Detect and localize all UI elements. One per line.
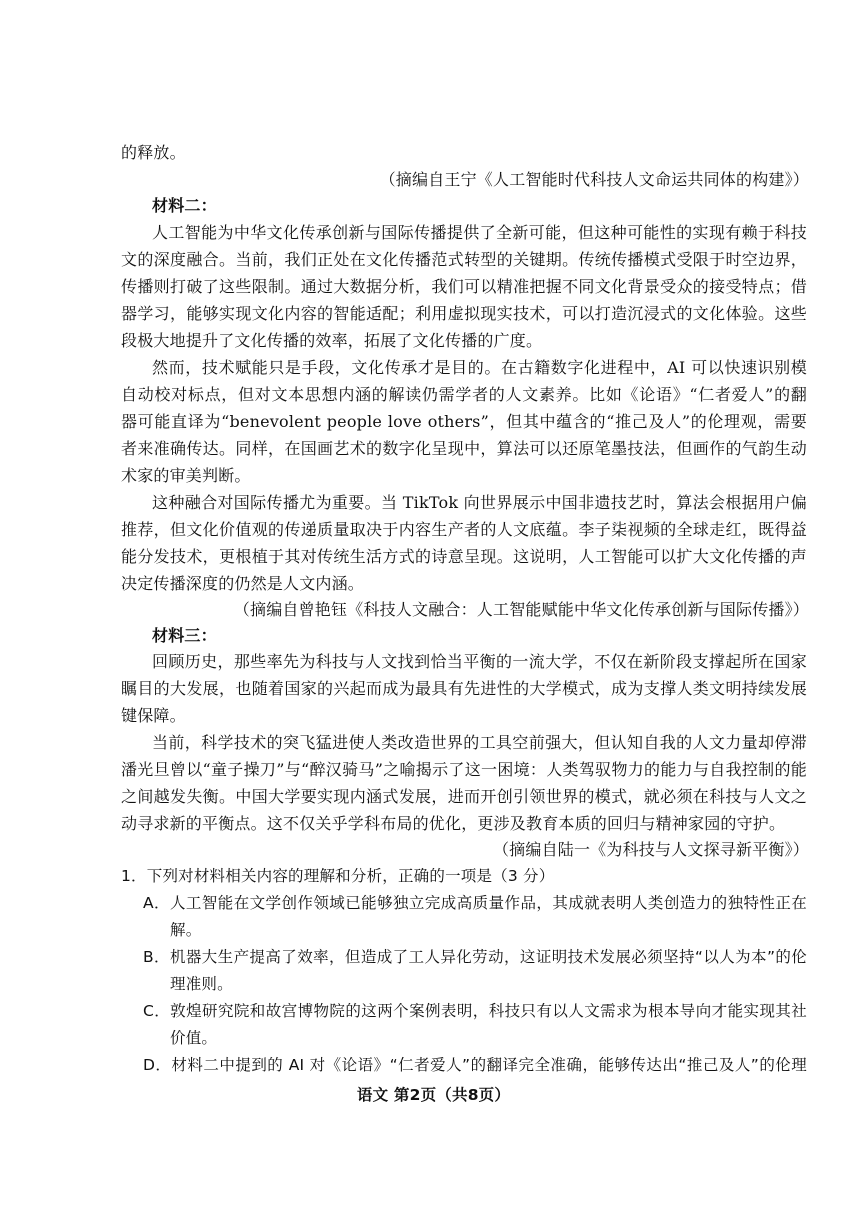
source-citation-3: （摘编自陆一《为科技与人文探寻新平衡》）	[492, 840, 809, 859]
question-stem: 1．下列对材料相关内容的理解和分析，正确的一项是（3 分）	[121, 867, 555, 885]
material-2-line: 然而，技术赋能只是手段，文化传承才是目的。在古籍数字化进程中，AI 可以快速识别模	[152, 358, 807, 377]
material-2-line: 传播则打破了这些限制。通过大数据分析，我们可以精准把握不同文化背景受众的接受特点；借	[121, 277, 807, 296]
material-3-line: 回顾历史，那些率先为科技与人文找到恰当平衡的一流大学，不仅在新阶段支撑起所在国家	[152, 652, 807, 671]
material-3-line: 动寻求新的平衡点。这不仅关乎学科布局的优化，更涉及教育本质的回归与精神家园的守护。	[121, 814, 786, 833]
material-2-line: 器可能直译为“benevolent people love others”，但其中蕴含的“推己及人”的伦理观，需要	[121, 412, 807, 431]
material-3-line: 当前，科学技术的突飞猛进使人类改造世界的工具空前强大，但认知自我的人文力量却停滞	[152, 733, 807, 752]
option-d: D．材料二中提到的 AI 对《论语》“仁者爱人”的翻译完全准确，能够传达出“推己及人”的伦理	[143, 1056, 807, 1074]
material-2-line: 能分发技术，更根植于其对传统生活方式的诗意呈现。这说明，人工智能可以扩大文化传播的声	[121, 547, 807, 566]
option-b-cont: 理准则。	[170, 975, 233, 993]
material-2-line: 人工智能为中华文化传承创新与国际传播提供了全新可能，但这种可能性的实现有赖于科技	[152, 223, 807, 242]
material-2-line: 推荐，但文化价值观的传递质量取决于内容生产者的人文底蕴。李子柒视频的全球走红，既得益	[121, 520, 807, 539]
option-c: C．敦煌研究院和故宫博物院的这两个案例表明，科技只有以人文需求为根本导向才能实现其社	[143, 1002, 807, 1020]
material-3-line: 潘光旦曾以“童子操刀”与“醉汉骑马”之喻揭示了这一困境：人类驾驭物力的能力与自我控制的能	[121, 760, 807, 779]
material-2-heading: 材料二：	[152, 196, 217, 215]
material-2-line: 自动校对标点，但对文本思想内涵的解读仍需学者的人文素养。比如《论语》“仁者爱人”的翻	[121, 385, 807, 404]
material-2-line: 这种融合对国际传播尤为重要。当 TikTok 向世界展示中国非遗技艺时，算法会根据用户偏	[152, 493, 807, 512]
material-2-line: 器学习，能够实现文化内容的智能适配；利用虚拟现实技术，可以打造沉浸式的文化体验。这些	[121, 304, 807, 323]
option-a-cont: 解。	[170, 921, 202, 939]
material-2-line: 段极大地提升了文化传播的效率，拓展了文化传播的广度。	[121, 331, 543, 350]
material-3-heading: 材料三：	[152, 626, 217, 645]
option-c-cont: 价值。	[170, 1029, 218, 1047]
option-a: A．人工智能在文学创作领域已能够独立完成高质量作品，其成就表明人类创造力的独特性正在	[143, 894, 807, 912]
material-3-line: 键保障。	[121, 706, 186, 725]
page-footer: 语文 第2页（共8页）	[356, 1086, 511, 1104]
material-3-line: 之间越发失衡。中国大学要实现内涵式发展，进而开创引领世界的模式，就必须在科技与人文之	[121, 787, 807, 806]
material-2-line: 文的深度融合。当前，我们正处在文化传播范式转型的关键期。传统传播模式受限于时空边界，	[121, 250, 807, 269]
material-2-line: 者来准确传达。同样，在国画艺术的数字化呈现中，算法可以还原笔墨技法，但画作的气韵生动	[121, 439, 807, 458]
source-citation-2: （摘编自曾艳钰《科技人文融合：人工智能赋能中华文化传承创新与国际传播》）	[233, 600, 809, 619]
option-b: B．机器大生产提高了效率，但造成了工人异化劳动，这证明技术发展必须坚持“以人为本”的伦	[143, 948, 807, 966]
material-2-line: 决定传播深度的仍然是人文内涵。	[121, 574, 365, 593]
material-3-line: 瞩目的大发展，也随着国家的兴起而成为最具有先进性的大学模式，成为支撑人类文明持续发展	[121, 679, 807, 698]
material-2-line: 术家的审美判断。	[121, 466, 251, 485]
continued-text: 的释放。	[121, 143, 186, 162]
source-citation-1: （摘编自王宁《人工智能时代科技人文命运共同体的构建》）	[379, 170, 809, 189]
